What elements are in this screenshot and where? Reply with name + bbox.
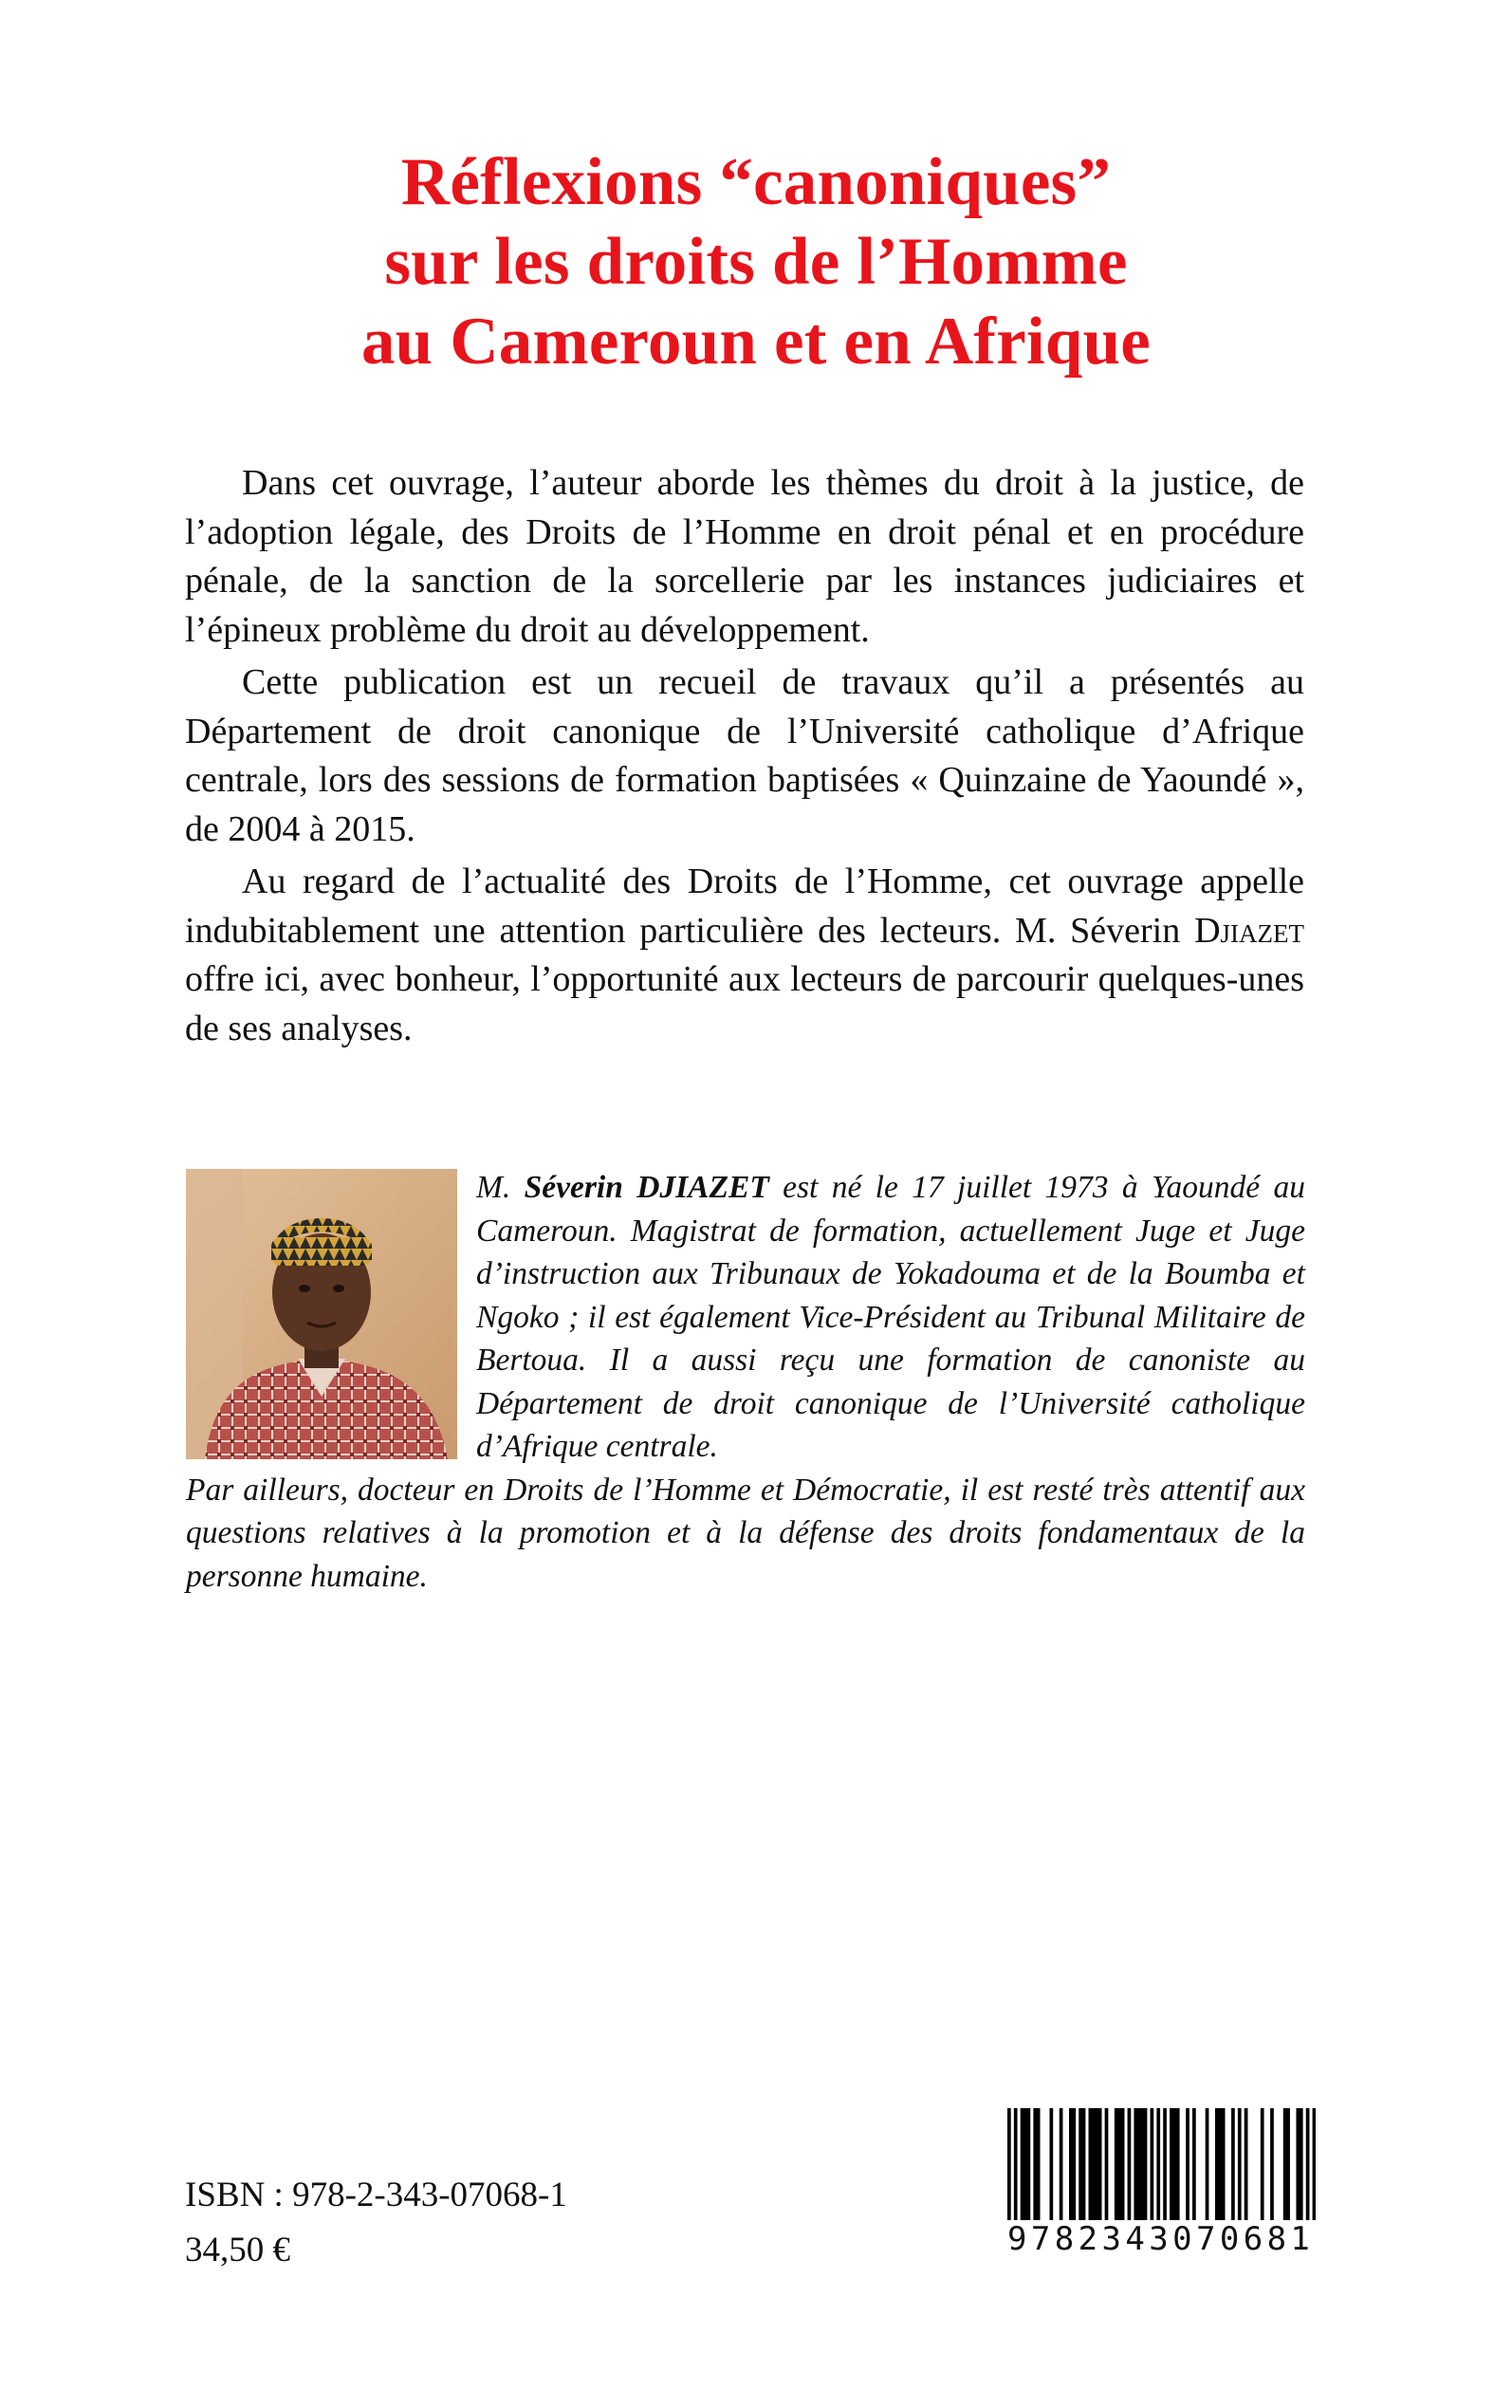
barcode-bar (1206, 2108, 1209, 2220)
price: 34,50 € (185, 2231, 290, 2269)
barcode-bar (1128, 2108, 1132, 2220)
barcode-bar (1218, 2108, 1222, 2220)
barcode-bar (1300, 2108, 1303, 2220)
summary-paragraph-3 (185, 858, 1304, 1053)
barcode-bar (1186, 2108, 1189, 2220)
author-name: Séverin DJIAZET (524, 1170, 769, 1205)
barcode-bar (1286, 2108, 1290, 2220)
bio-prefix: M. (476, 1170, 525, 1205)
summary-paragraph-2: Cette publication est un recueil de travaux qu’il a présentés au Département de droit canonique de l’Université catholique d’Afrique centrale, lors des sessions de formation baptisées « Quinzaine de Yaoundé », de 2004 à 2015. (185, 662, 1304, 849)
bio-paragraph-2: Par ailleurs, docteur en Droits de l’Homme et Démocratie, il est resté très attentif aux questions relatives à la promotion et à la défense des droits fondamentaux de la personne humaine. (186, 1472, 1305, 1594)
barcode-bar (1023, 2108, 1027, 2220)
barcode-bar (1134, 2108, 1137, 2220)
barcode-bar (1296, 2108, 1300, 2220)
barcode-bar (1072, 2108, 1076, 2220)
barcode-bar (1049, 2108, 1053, 2220)
barcode-bar (1172, 2108, 1176, 2220)
photo-spacer (186, 1166, 476, 1464)
barcode-bar (1231, 2108, 1235, 2220)
barcode-bar (1060, 2108, 1063, 2220)
barcode-bar (1156, 2108, 1160, 2220)
author-surname: Djiazet (1194, 910, 1304, 951)
barcode-bar (1238, 2108, 1242, 2220)
barcode-bar (1151, 2108, 1154, 2220)
barcode-bar (1089, 2108, 1093, 2220)
barcode-bar (1222, 2108, 1226, 2220)
barcode-bar (1176, 2108, 1180, 2220)
title-line-2: sur les droits de l’Homme (384, 225, 1128, 299)
barcode-bar (1115, 2108, 1118, 2220)
barcode-bar (1137, 2108, 1141, 2220)
barcode-bar (1283, 2108, 1287, 2220)
barcode-bar (1144, 2108, 1148, 2220)
barcode (1007, 2108, 1316, 2260)
barcode-bar (1140, 2108, 1144, 2220)
barcode-bar (1306, 2108, 1310, 2220)
barcode-bar (1014, 2108, 1018, 2220)
barcode-bar (1170, 2108, 1173, 2220)
barcode-bar (1105, 2108, 1109, 2220)
book-title (114, 142, 1398, 381)
barcode-bar (1069, 2108, 1073, 2220)
barcode-bar (1121, 2108, 1125, 2220)
book-summary (185, 459, 1304, 1057)
barcode-bar (1021, 2108, 1024, 2220)
barcode-bar (1215, 2108, 1219, 2220)
barcode-bar (1117, 2108, 1121, 2220)
bio-text-1: est né le 17 juillet 1973 à Yaoundé au Cameroun. Magistrat de formation, actuellement Juge et Juge d’instruction aux Tribunaux de Yokadouma et de la Boumba et Ngoko ; il est également Vice-Président au Tribunal Militaire de Bertoua. Il a aussi reçu une formation de canoniste au Département de droit canonique de l’Université catholique d’Afrique centrale. (476, 1170, 1306, 1464)
barcode-bar (1163, 2108, 1167, 2220)
summary-p3-text-b: offre ici, avec bonheur, l’opportunité aux lecteurs de parcourir quelques-unes de ses analyses. (185, 959, 1304, 1048)
title-line-1: Réflexions “canoniques” (400, 145, 1112, 219)
barcode-bar (1033, 2108, 1037, 2220)
barcode-bar (1027, 2108, 1031, 2220)
isbn: ISBN : 978-2-343-07068-1 (185, 2176, 567, 2214)
barcode-bar (1092, 2108, 1096, 2220)
barcode-bar (1037, 2108, 1041, 2220)
barcode-bar (1245, 2108, 1248, 2220)
barcode-bar (1261, 2108, 1264, 2220)
barcode-bar (1098, 2108, 1102, 2220)
barcode-bar (1095, 2108, 1098, 2220)
barcode-bar (1192, 2108, 1196, 2220)
title-line-3: au Cameroun et en Afrique (360, 305, 1151, 379)
summary-p3-text-a: Au regard de l’actualité des Droits de l’Homme, cet ouvrage appelle indubitablement une attention particulière des lecteurs. M. Séverin (185, 861, 1304, 951)
barcode-bar (1007, 2108, 1011, 2220)
summary-paragraph-1: Dans cet ouvrage, l’auteur aborde les thèmes du droit à la justice, de l’adoption légale, des Droits de l’Homme en droit pénal et en procédure pénale, de la sanction de la sorcellerie par les instances judiciaires et l’épineux problème du droit au développement. (185, 463, 1304, 650)
barcode-bar (1082, 2108, 1086, 2220)
barcode-bar (1313, 2108, 1316, 2220)
barcode-bars (1007, 2108, 1316, 2220)
barcode-bar (1270, 2108, 1274, 2220)
barcode-bar (1079, 2108, 1082, 2220)
barcode-digits: 9782343070681 (1007, 2220, 1315, 2258)
author-biography (186, 1166, 1305, 1598)
